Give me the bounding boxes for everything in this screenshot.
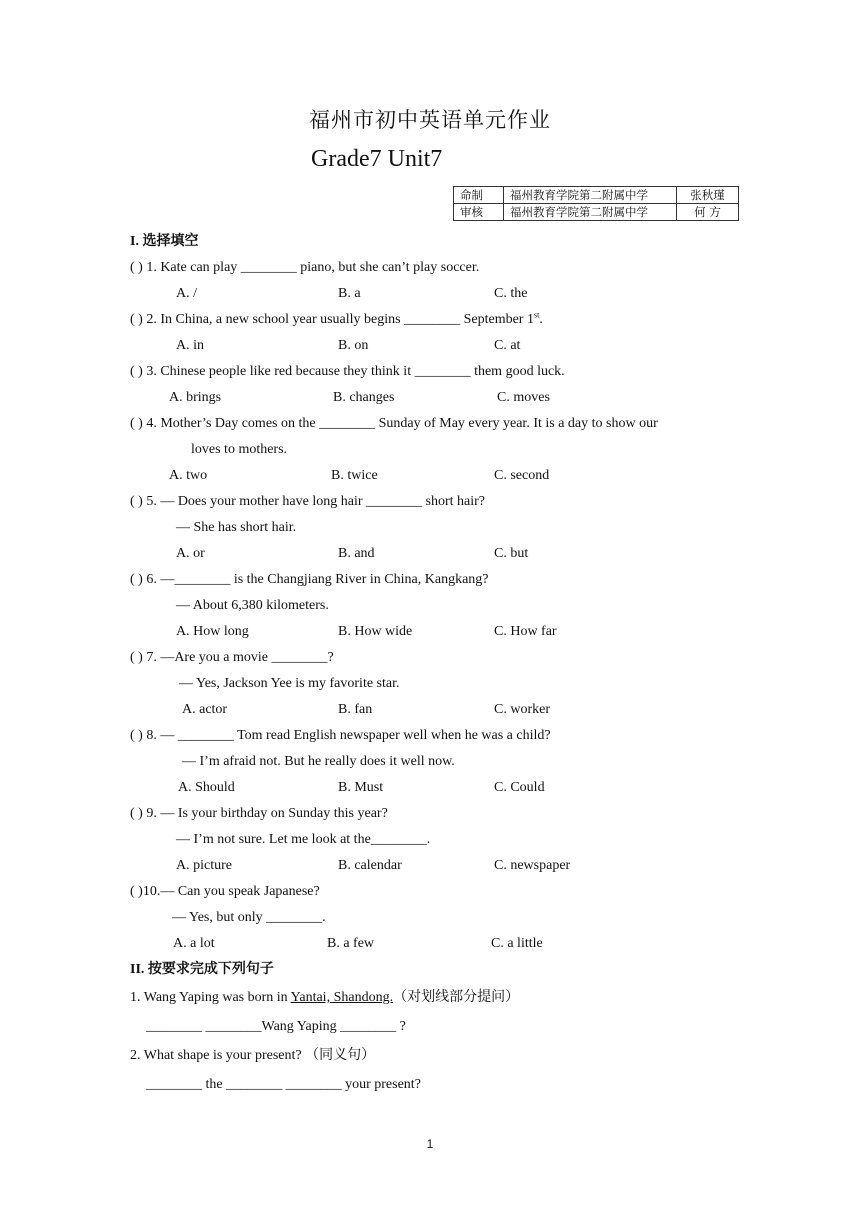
question-stem: ( ) 5. — Does your mother have long hair ________ short hair? — [130, 494, 485, 509]
question-stem: ( ) 9. — Is your birthday on Sunday this year? — [130, 806, 388, 821]
question-stem: ( ) 7. —Are you a movie ________? — [130, 650, 334, 665]
option-a: A. two — [169, 468, 208, 483]
sentence-task — [130, 1047, 375, 1065]
table-cell: 何 方 — [677, 204, 739, 221]
option-b: B. twice — [331, 468, 378, 483]
question-stem: ( ) 1. Kate can play ________ piano, but she can’t play soccer. — [130, 260, 480, 275]
table-row — [454, 187, 739, 204]
option-c: C. the — [494, 286, 528, 301]
page-subtitle: Grade7 Unit7 — [311, 146, 443, 172]
option-c: C. second — [494, 468, 550, 483]
option-b: B. How wide — [338, 624, 413, 639]
question-stem — [130, 311, 543, 329]
option-c: C. moves — [497, 390, 550, 405]
question-stem: ( ) 4. Mother’s Day comes on the ________ Sunday of May every year. It is a day to show our — [130, 416, 658, 431]
option-a: A. How long — [176, 624, 249, 639]
option-a: A. a lot — [173, 936, 215, 951]
question-stem: ( ) 3. Chinese people like red because they think it ________ them good luck. — [130, 364, 565, 379]
stem-end: . — [539, 312, 543, 327]
option-b: B. on — [338, 338, 369, 353]
question-stem: ( )10.— Can you speak Japanese? — [130, 884, 320, 899]
table-cell: 福州教育学院第二附属中学 — [504, 204, 677, 221]
option-c: C. How far — [494, 624, 557, 639]
section-heading: I. 选择填空 — [130, 234, 199, 249]
ordinal-suffix: st — [533, 310, 540, 320]
option-b: B. a — [338, 286, 361, 301]
question-answer-line: — She has short hair. — [176, 520, 297, 535]
sentence-text: 2. What shape is your present? — [130, 1048, 306, 1063]
question-answer-line: — I’m afraid not. But he really does it well now. — [182, 754, 455, 769]
question-answer-line: — Yes, Jackson Yee is my favorite star. — [179, 676, 400, 691]
option-b: B. a few — [327, 936, 375, 951]
option-c: C. at — [494, 338, 521, 353]
task-instruction: （对划线部分提问） — [393, 990, 520, 1005]
option-c: C. Could — [494, 780, 545, 795]
question-stem: ( ) 8. — ________ Tom read English newspaper well when he was a child? — [130, 728, 551, 743]
option-b: B. fan — [338, 702, 373, 717]
option-a: A. in — [176, 338, 204, 353]
option-a: A. Should — [178, 780, 235, 795]
option-c: C. a little — [491, 936, 543, 951]
option-a: A. or — [176, 546, 205, 561]
option-a: A. actor — [182, 702, 228, 717]
option-c: C. but — [494, 546, 529, 561]
question-answer-line: — About 6,380 kilometers. — [176, 598, 329, 613]
stem-text: ( ) 2. In China, a new school year usually begins ________ September 1 — [130, 312, 534, 327]
answer-blank-line: ________ the ________ ________ your present? — [146, 1077, 421, 1092]
option-c: C. worker — [494, 702, 550, 717]
question-answer-line: — Yes, but only ________. — [172, 910, 326, 925]
option-b: B. changes — [333, 390, 395, 405]
page-title: 福州市初中英语单元作业 — [309, 108, 551, 132]
option-b: B. Must — [338, 780, 384, 795]
option-b: B. calendar — [338, 858, 402, 873]
underlined-phrase: Yantai, Shandong. — [290, 990, 394, 1005]
option-a: A. brings — [169, 390, 222, 405]
task-instruction: （同义句） — [305, 1048, 376, 1063]
section-heading: II. 按要求完成下列句子 — [130, 962, 274, 977]
table-row — [454, 204, 739, 221]
table-cell: 张秋瑾 — [677, 187, 739, 204]
page-number: 1 — [426, 1137, 434, 1151]
option-c: C. newspaper — [494, 858, 571, 873]
sentence-task — [130, 989, 519, 1007]
table-cell: 福州教育学院第二附属中学 — [504, 187, 677, 204]
sentence-text: 1. Wang Yaping was born in — [130, 990, 291, 1005]
author-table — [453, 186, 739, 221]
question-stem: ( ) 6. —________ is the Changjiang River in China, Kangkang? — [130, 572, 489, 587]
option-b: B. and — [338, 546, 375, 561]
option-a: A. / — [176, 286, 197, 301]
question-stem-continued: loves to mothers. — [191, 442, 288, 457]
question-answer-line: — I’m not sure. Let me look at the________. — [176, 832, 431, 847]
table-cell: 命制 — [454, 187, 504, 204]
answer-blank-line: ________ ________Wang Yaping ________ ? — [146, 1019, 406, 1034]
option-a: A. picture — [176, 858, 232, 873]
table-cell: 审核 — [454, 204, 504, 221]
